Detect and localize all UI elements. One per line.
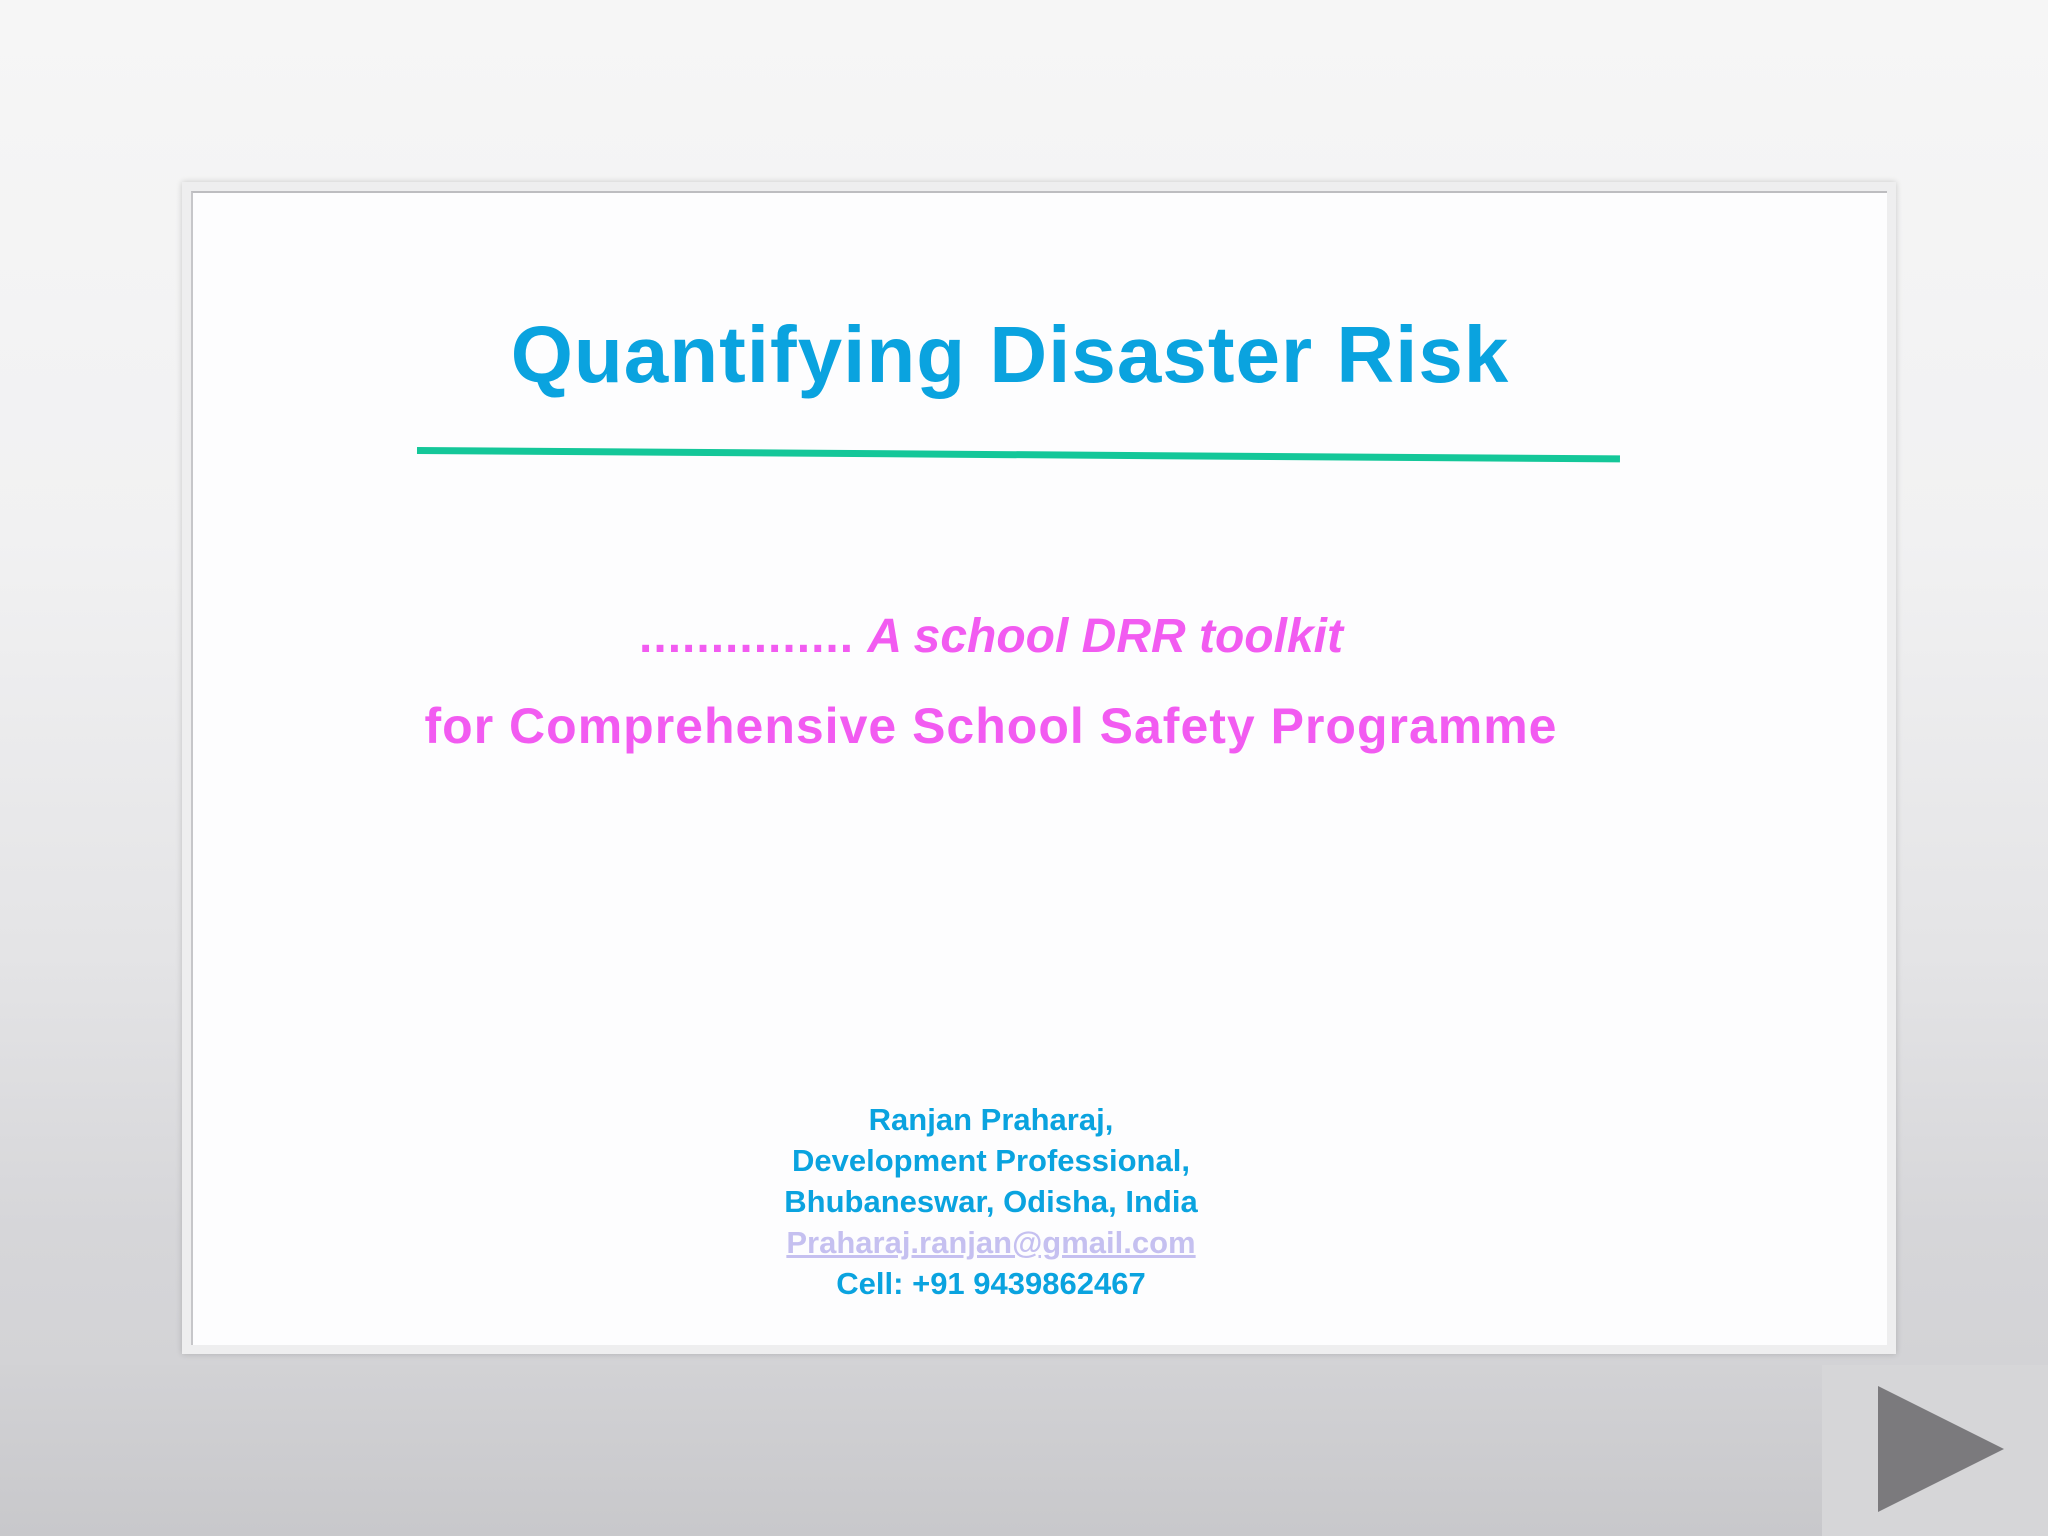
author-location: Bhubaneswar, Odisha, India [784, 1184, 1198, 1219]
title-underline-rule [417, 447, 1620, 462]
subtitle-toolkit-line [193, 609, 1789, 664]
bottom-toolbar [0, 1365, 1822, 1536]
slide-title: Quantifying Disaster Risk [510, 310, 1510, 399]
subtitle-programme: for Comprehensive School Safety Programme [424, 698, 1558, 754]
author-cell: Cell: +91 9439862467 [836, 1266, 1146, 1301]
subtitle-toolkit: A school DRR toolkit [867, 610, 1343, 663]
play-triangle-icon [1876, 1384, 2006, 1514]
author-name: Ranjan Praharaj, [868, 1102, 1114, 1137]
slide-canvas [191, 191, 1887, 1345]
slide-frame [182, 182, 1896, 1354]
author-role: Development Professional, [792, 1143, 1190, 1178]
author-email-link[interactable]: Praharaj.ranjan@gmail.com [786, 1225, 1196, 1260]
subtitle-dots: ............... [639, 610, 855, 663]
author-contact-block [193, 1099, 1789, 1304]
next-slide-button[interactable] [1876, 1384, 2006, 1514]
